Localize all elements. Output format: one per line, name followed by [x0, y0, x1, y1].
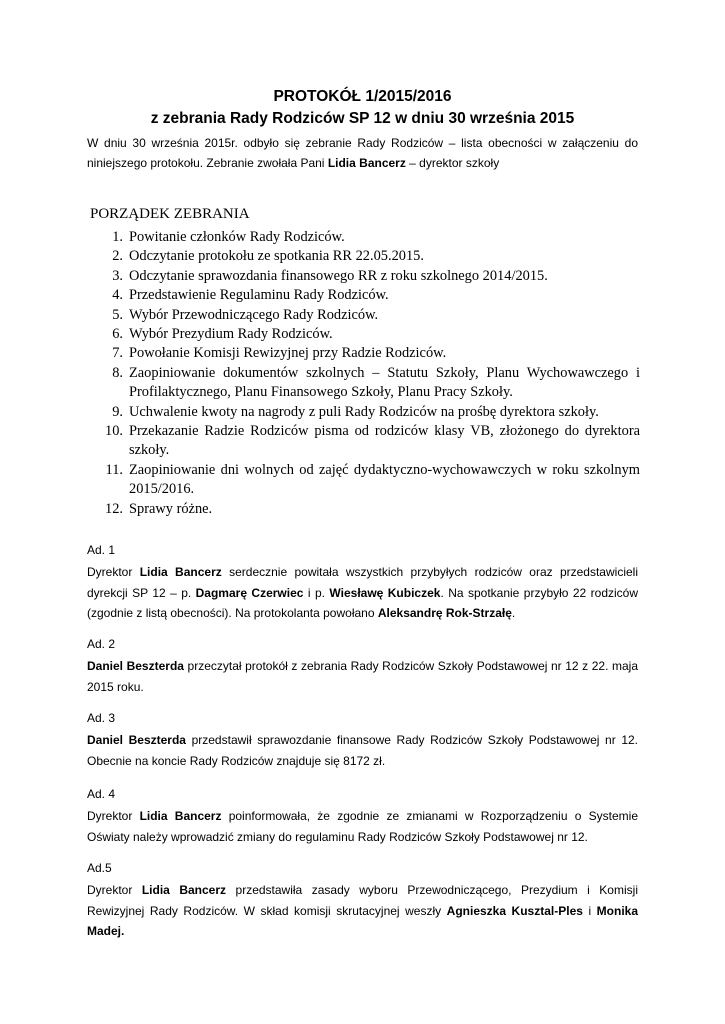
- ad1-text: serdecznie powitała wszystkich przybyłych rodziców oraz przedstawicieli dyrekcji SP 12 – p.: [87, 565, 638, 600]
- intro-paragraph: [87, 133, 638, 173]
- intro-text-2: – dyrektor szkoły: [405, 156, 500, 170]
- ad1-name-kubiczek: Wiesławę Kubiczek: [329, 585, 441, 600]
- agenda-item: [91, 306, 640, 325]
- agenda-item-text: Odczytanie sprawozdania finansowego RR z roku szkolnego 2014/2015.: [129, 267, 548, 284]
- agenda-item-text: Uchwalenie kwoty na nagrody z puli Rady Rodziców na prośbę dyrektora szkoły.: [129, 403, 599, 420]
- ad1-body: [87, 562, 638, 624]
- document-subtitle: z zebrania Rady Rodziców SP 12 w dniu 30 września 2015: [150, 110, 575, 127]
- ad3-text: przedstawił sprawozdanie finansowe Rady Rodziców Szkoły Podstawowej nr 12. Obecnie na koncie Rady Rodziców znajduje się 8172 zł.: [87, 733, 639, 768]
- agenda-item-text: Zaopiniowanie dni wolnych od zajęć dydaktyczno-wychowawczych w roku szkolnym 2015/2016.: [129, 461, 640, 498]
- agenda-item: [91, 461, 640, 500]
- section-ad4: [87, 784, 638, 847]
- ad1-name-czerwiec: Dagmarę Czerwiec: [195, 585, 304, 600]
- agenda-item: [91, 247, 640, 266]
- agenda-item: [91, 267, 640, 286]
- agenda-item: [91, 228, 640, 247]
- agenda-heading: PORZĄDEK ZEBRANIA: [90, 206, 250, 222]
- ad1-heading: Ad. 1: [87, 543, 116, 557]
- ad5-heading: Ad.5: [87, 861, 112, 875]
- intro-text-1: W dniu 30 września 2015r. odbyło się zebranie Rady Rodziców – lista obecności w załączeniu do niniejszego protokołu. Zebranie zwołała Pani: [87, 136, 638, 170]
- agenda-item-text: Wybór Prezydium Rady Rodziców.: [129, 326, 333, 343]
- agenda-item-number: 8.: [112, 364, 123, 381]
- ad2-body: [87, 656, 638, 697]
- agenda-item-text: Sprawy różne.: [129, 500, 213, 517]
- agenda-item-number: 4.: [112, 287, 123, 304]
- agenda-item-number: 12.: [105, 500, 123, 517]
- section-ad5: [87, 858, 638, 942]
- section-ad1: [87, 540, 638, 624]
- ad3-heading: Ad. 3: [87, 711, 116, 725]
- agenda-item-text: Przedstawienie Regulaminu Rady Rodziców.: [129, 287, 389, 304]
- agenda-item: [91, 422, 640, 461]
- agenda-item-number: 7.: [112, 345, 123, 362]
- ad1-name-recorder: Aleksandrę Rok-Strzałę: [377, 606, 512, 620]
- agenda-item-number: 5.: [112, 306, 123, 323]
- ad4-text: poinformowała, że zgodnie ze zmianami w Rozporządzeniu o Systemie Oświaty należy wprowadzić zmiany do regulaminu Rady Rodziców Szkoły Podstawowej nr 12.: [87, 809, 638, 844]
- agenda-item-text: Zaopiniowanie dokumentów szkolnych – Statutu Szkoły, Planu Wychowawczego i Profilaktycznego, Planu Finansowego Szkoły, Planu Pracy Szkoły.: [129, 364, 640, 401]
- agenda-item-number: 6.: [112, 326, 123, 343]
- agenda-item: [91, 344, 640, 363]
- agenda-item-text: Powitanie członków Rady Rodziców.: [129, 229, 345, 245]
- ad2-text: przeczytał protokół z zebrania Rady Rodziców Szkoły Podstawowej nr 12 z 22. maja 2015 roku.: [87, 659, 639, 694]
- ad4-text: Dyrektor: [87, 809, 140, 823]
- agenda-item-text: Wybór Przewodniczącego Rady Rodziców.: [129, 306, 379, 323]
- agenda-item: [91, 500, 640, 519]
- ad4-name: Lidia Bancerz: [139, 809, 222, 823]
- ad1-text: Dyrektor: [87, 565, 140, 579]
- section-ad3: [87, 708, 638, 771]
- agenda-item-text: Powołanie Komisji Rewizyjnej przy Radzie Rodziców.: [129, 345, 447, 362]
- intro-name: Lidia Bancerz: [327, 156, 406, 170]
- agenda-item: [91, 325, 640, 344]
- ad5-text: i: [582, 903, 597, 918]
- agenda-item: [91, 403, 640, 422]
- ad4-body: [87, 806, 638, 847]
- agenda-item-text: Odczytanie protokołu ze spotkania RR 22.05.2015.: [129, 248, 424, 265]
- agenda-item-number: 1.: [112, 229, 123, 245]
- ad5-text: Dyrektor: [87, 883, 142, 897]
- agenda-item-text: Przekazanie Radzie Rodziców pisma od rodziców klasy VB, złożonego do dyrektora szkoły.: [129, 423, 640, 459]
- ad4-heading: Ad. 4: [87, 787, 116, 801]
- ad5-text: przedstawiła zasady wyboru Przewodniczącego, Prezydium i Komisji Rewizyjnej Rady Rodziców. W skład komisji skrutacyjnej weszły: [87, 883, 638, 918]
- ad2-heading: Ad. 2: [87, 637, 116, 651]
- ad5-body: [87, 880, 638, 942]
- ad3-body: [87, 730, 638, 771]
- ad3-name: Daniel Beszterda: [87, 733, 186, 747]
- agenda-item: [91, 364, 640, 403]
- agenda-item-number: 10.: [105, 423, 123, 440]
- ad5-name-kusztal-ples: Agnieszka Kusztal-Ples: [446, 903, 583, 918]
- agenda-item: [91, 286, 640, 305]
- ad1-text: . Na spotkanie przybyło 22 rodziców (zgodnie z listą obecności). Na protokolanta powołano: [87, 585, 639, 620]
- agenda-item-number: 11.: [105, 461, 123, 478]
- ad1-text: .: [511, 606, 516, 620]
- section-ad2: [87, 634, 638, 697]
- ad2-name: Daniel Beszterda: [87, 659, 184, 673]
- ad5-name-director: Lidia Bancerz: [141, 883, 227, 897]
- ad1-name-director: Lidia Bancerz: [139, 565, 222, 579]
- agenda-item-number: 9.: [112, 403, 123, 420]
- ad5-name-madej: Monika Madej.: [87, 903, 638, 938]
- document-title: PROTOKÓŁ 1/2015/2016: [273, 88, 452, 105]
- agenda-item-number: 2.: [112, 248, 123, 265]
- agenda-list: [91, 228, 640, 519]
- agenda-item-number: 3.: [112, 267, 123, 284]
- ad1-text: i p.: [303, 585, 330, 600]
